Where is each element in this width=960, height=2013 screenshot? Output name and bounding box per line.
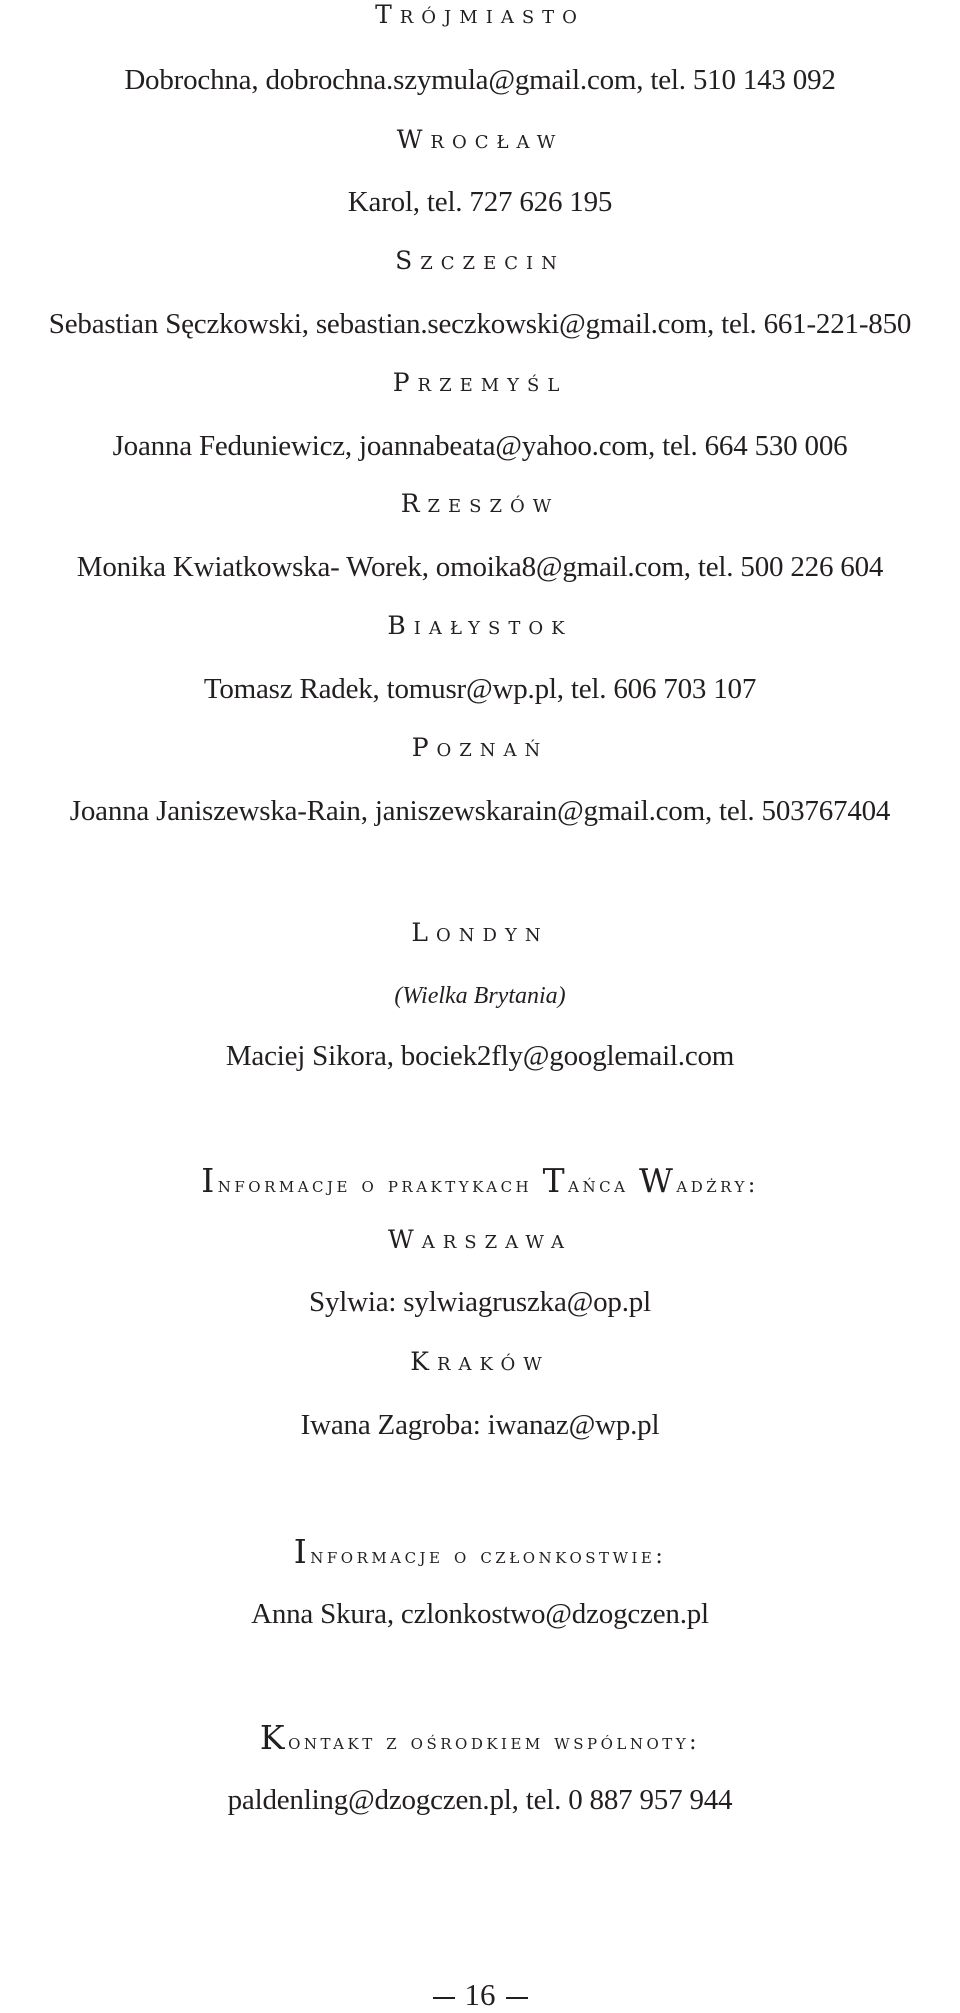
city-heading-rzeszow: RZESZÓW [400, 489, 560, 518]
contact-line-wroclaw: Karol, tel. 727 626 195 [347, 186, 613, 218]
city-heading-warszawa: WARSZAWA [388, 1225, 572, 1254]
contact-line-warszawa: Sylwia: sylwiagruszka@op.pl [309, 1286, 651, 1318]
membership-contact: Anna Skura, czlonkostwo@dzogczen.pl [251, 1598, 709, 1630]
page-number [0, 1979, 960, 2010]
country-note: (Wielka Brytania) [394, 983, 566, 1009]
city-heading-bialystok: BIAŁYSTOK [387, 611, 573, 640]
contact-line-londyn: Maciej Sikora, bociek2fly@googlemail.com [225, 1040, 735, 1072]
city-heading-wroclaw: WROCŁAW [396, 125, 564, 154]
city-heading-krakow: KRAKÓW [410, 1347, 550, 1376]
city-heading-trojmiasto: TRÓJMIASTO [375, 0, 585, 29]
dash-left [433, 1997, 455, 1999]
center-contact-line: paldenling@dzogczen.pl, tel. 0 887 957 944 [227, 1784, 733, 1816]
city-heading-przemysl: PRZEMYŚL [392, 368, 568, 397]
city-heading-poznan: POZNAŃ [411, 733, 549, 762]
city-heading-szczecin: SZCZECIN [395, 246, 565, 275]
dash-right [506, 1997, 528, 1999]
contact-line-poznan: Joanna Janiszewska-Rain, janiszewskarain@gmail.com, tel. 503767404 [69, 795, 891, 827]
contact-line-szczecin: Sebastian Sęczkowski, sebastian.seczkowski@gmail.com, tel. 661-221-850 [48, 308, 912, 340]
contact-line-rzeszow: Monika Kwiatkowska- Worek, omoika8@gmail.com, tel. 500 226 604 [76, 551, 884, 583]
contact-line-trojmiasto: Dobrochna, dobrochna.szymula@gmail.com, tel. 510 143 092 [124, 64, 836, 96]
city-heading-londyn: LONDYN [411, 918, 549, 947]
membership-heading: Informacje o członkostwie: [293, 1532, 667, 1571]
contact-line-przemysl: Joanna Feduniewicz, joannabeata@yahoo.com, tel. 664 530 006 [112, 430, 848, 462]
page-number-value: 16 [464, 1977, 496, 2012]
practice-info-heading: Informacje o praktykach Tańca Wadżry: [201, 1161, 759, 1200]
contact-line-krakow: Iwana Zagroba: iwanaz@wp.pl [300, 1409, 660, 1441]
contact-line-bialystok: Tomasz Radek, tomusr@wp.pl, tel. 606 703 107 [203, 673, 757, 705]
center-contact-heading: Kontakt z ośrodkiem wspólnoty: [259, 1718, 701, 1757]
